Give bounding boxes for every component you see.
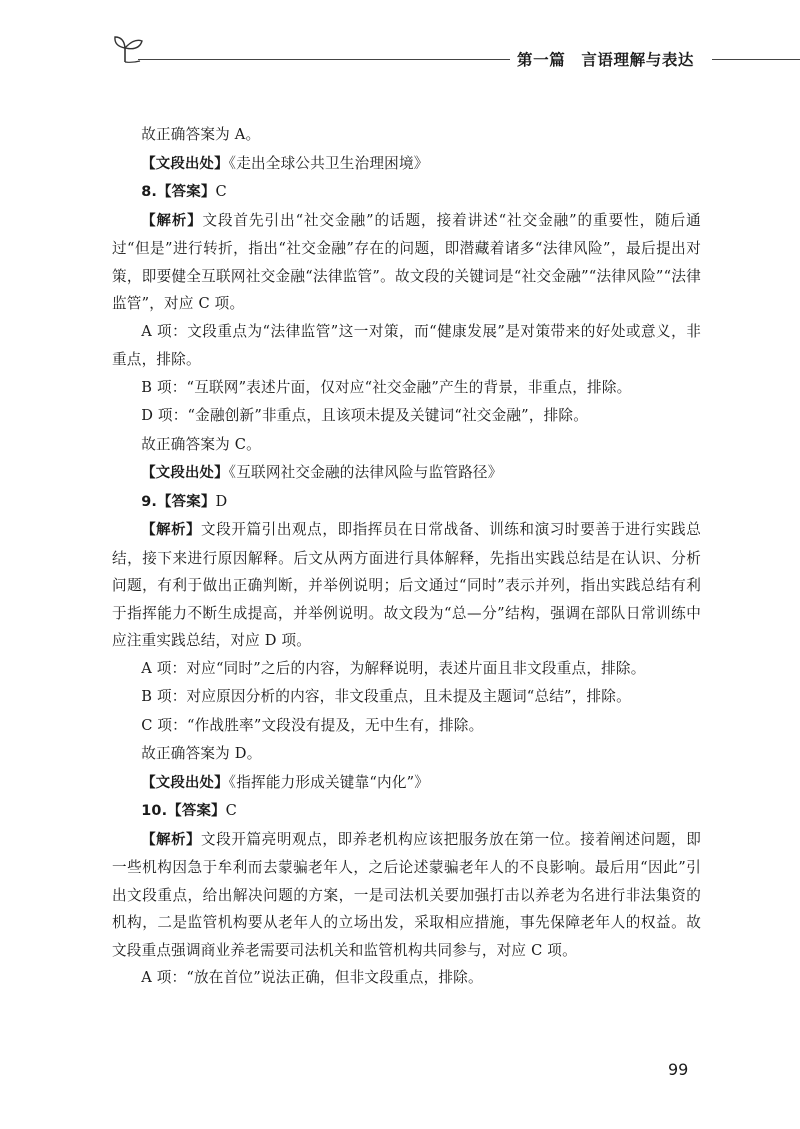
answer-line: 10.【答案】C: [141, 802, 238, 819]
source-line: 【文段出处】《走出全球公共卫生治理困境》: [141, 154, 429, 172]
header-rule-right: [712, 59, 800, 60]
page-number: 99: [668, 1060, 689, 1079]
paragraph: 故正确答案为 D。: [141, 745, 262, 762]
option-paragraph: D 项：“金融创新”非重点，且该项未提及关键词“社交金融”，排除。: [141, 407, 589, 424]
paragraph: 故正确答案为 C。: [141, 435, 261, 453]
option-paragraph: B 项：对应原因分析的内容，非文段重点，且未提及主题词“总结”，排除。: [141, 688, 631, 705]
option-paragraph: A 项：“放在首位”说法正确，但非文段重点，排除。: [141, 969, 483, 986]
answer-line: 8.【答案】C: [141, 183, 227, 200]
answer-line: 9.【答案】D: [141, 492, 228, 510]
source-line: 【文段出处】《指挥能力形成关键靠“内化”》: [141, 773, 430, 791]
header-title: [517, 48, 694, 70]
sprout-icon: [112, 32, 152, 68]
analysis-paragraph: 【解析】文段首先引出“社交金融”的话题，接着讲述“社交金融”的重要性，随后通过“但是”进行转折，指出“社交金融”存在的问题，即潜藏着诸多“法律风险”，最后提出对策，即要健全互联网社交金融“法律监管”。故文段的关键词是“社交金融”“法律风险”“法律监管”，对应 C 项。: [112, 211, 701, 312]
source-line: 【文段出处】《互联网社交金融的法律风险与监管路径》: [141, 464, 503, 481]
analysis-paragraph: 【解析】文段开篇亮明观点，即养老机构应该把服务放在第一位。接着阐述问题，即一些机构因急于牟利而去蒙骗老年人，之后论述蒙骗老年人的不良影响。最后用“因此”引出文段重点，给出解决问题的方案，一是司法机关要加强打击以养老为名进行非法集资的机构，二是监管机构要从老年人的立场出发，采取相应措施，事先保障老年人的权益。故文段重点强调商业养老需要司法机关和监管机构共同参与，对应 C 项。: [112, 830, 701, 959]
answer-explanations: [112, 121, 701, 993]
paragraph: 故正确答案为 A。: [141, 126, 261, 143]
option-paragraph: B 项：“互联网”表述片面，仅对应“社交金融”产生的背景，非重点，排除。: [141, 378, 632, 396]
header-section-title: 言语理解与表达: [581, 51, 695, 69]
option-paragraph: A 项：对应“同时”之后的内容，为解释说明，表述片面且非文段重点，排除。: [141, 659, 646, 677]
header-part: 第一篇: [517, 51, 566, 69]
header-rule-left: [138, 59, 510, 60]
option-paragraph: C 项：“作战胜率”文段没有提及，无中生有，排除。: [141, 716, 484, 734]
option-paragraph: A 项：文段重点为“法律监管”这一对策，而“健康发展”是对策带来的好处或意义，非重点，排除。: [112, 322, 701, 368]
analysis-paragraph: 【解析】文段开篇引出观点，即指挥员在日常战备、训练和演习时要善于进行实践总结，接下来进行原因解释。后文从两方面进行具体解释，先指出实践总结是在认识、分析问题，有利于做出正确判断，并举例说明；后文通过“同时”表示并列，指出实践总结有利于指挥能力不断生成提高，并举例说明。故文段为“总—分”结构，强调在部队日常训练中应注重实践总结，对应 D 项。: [112, 521, 701, 649]
running-header: [112, 30, 800, 70]
